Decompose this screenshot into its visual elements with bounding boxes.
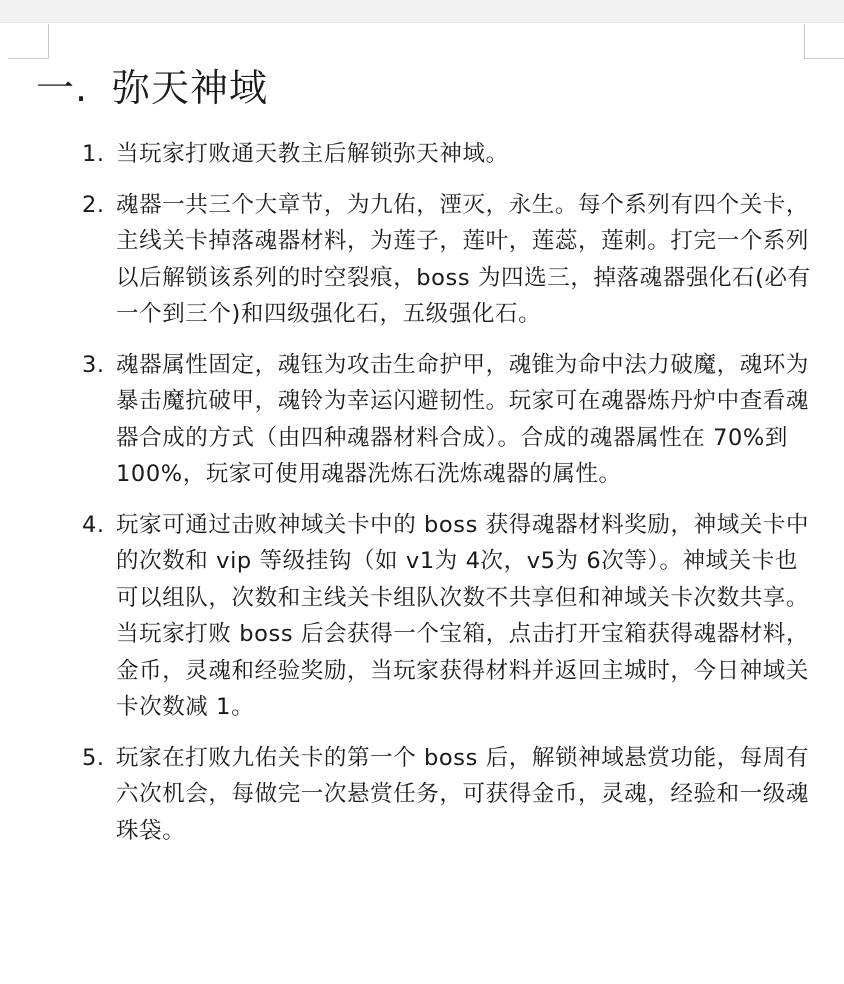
list-item-number: 2. <box>82 191 105 218</box>
list-item-2 <box>0 187 844 333</box>
list-item-text: 玩家可通过击败神域关卡中的 boss 获得魂器材料奖励，神域关卡中的次数和 vip 等级挂钩（如 v1为 4次，v5为 6次等）。神域关卡也可以组队，次数和主线关卡组队次数不共享但和神域关卡次数共享。当玩家打败 boss 后会获得一个宝箱，点击打开宝箱获得魂器材料，金币，灵魂和经验奖励，当玩家获得材料并返回主城时，今日神域关卡次数减 1。 <box>116 511 810 720</box>
list-item-number: 3. <box>82 351 105 378</box>
document-top-edge <box>0 0 844 23</box>
section-heading <box>36 62 268 114</box>
list-item-number: 1. <box>82 141 105 167</box>
list-item-text: 玩家在打败九佑关卡的第一个 boss 后，解锁神域悬赏功能，每周有六次机会，每做完一次悬赏任务，可获得金币，灵魂，经验和一级魂珠袋。 <box>116 744 810 844</box>
list-item-number: 5. <box>82 744 105 771</box>
list-item-3 <box>0 347 844 493</box>
heading-title: 弥天神域 <box>112 66 269 110</box>
numbered-list <box>0 136 844 863</box>
list-item-text: 魂器属性固定，魂钰为攻击生命护甲，魂锥为命中法力破魔，魂环为暴击魔抗破甲，魂铃为幸运闪避韧性。玩家可在魂器炼丹炉中查看魂器合成的方式（由四种魂器材料合成）。合成的魂器属性在 70%到 100%，玩家可使用魂器洗炼石洗炼魂器的属性。 <box>116 351 810 487</box>
list-item-text: 魂器一共三个大章节，为九佑，湮灭，永生。每个系列有四个关卡，主线关卡掉落魂器材料，为莲子，莲叶，莲蕊，莲刺。打完一个系列以后解锁该系列的时空裂痕，boss 为四选三，掉落魂器强化石(必有一个到三个)和四级强化石，五级强化石。 <box>116 191 811 327</box>
heading-number: 一. <box>36 66 89 110</box>
page-corner-mark-right <box>804 24 844 59</box>
list-item-number: 4. <box>82 511 105 538</box>
list-item-1 <box>0 136 844 173</box>
list-item-5 <box>0 740 844 850</box>
list-item-4 <box>0 507 844 726</box>
page-corner-mark-left <box>8 24 49 59</box>
list-item-text: 当玩家打败通天教主后解锁弥天神域。 <box>116 141 509 167</box>
